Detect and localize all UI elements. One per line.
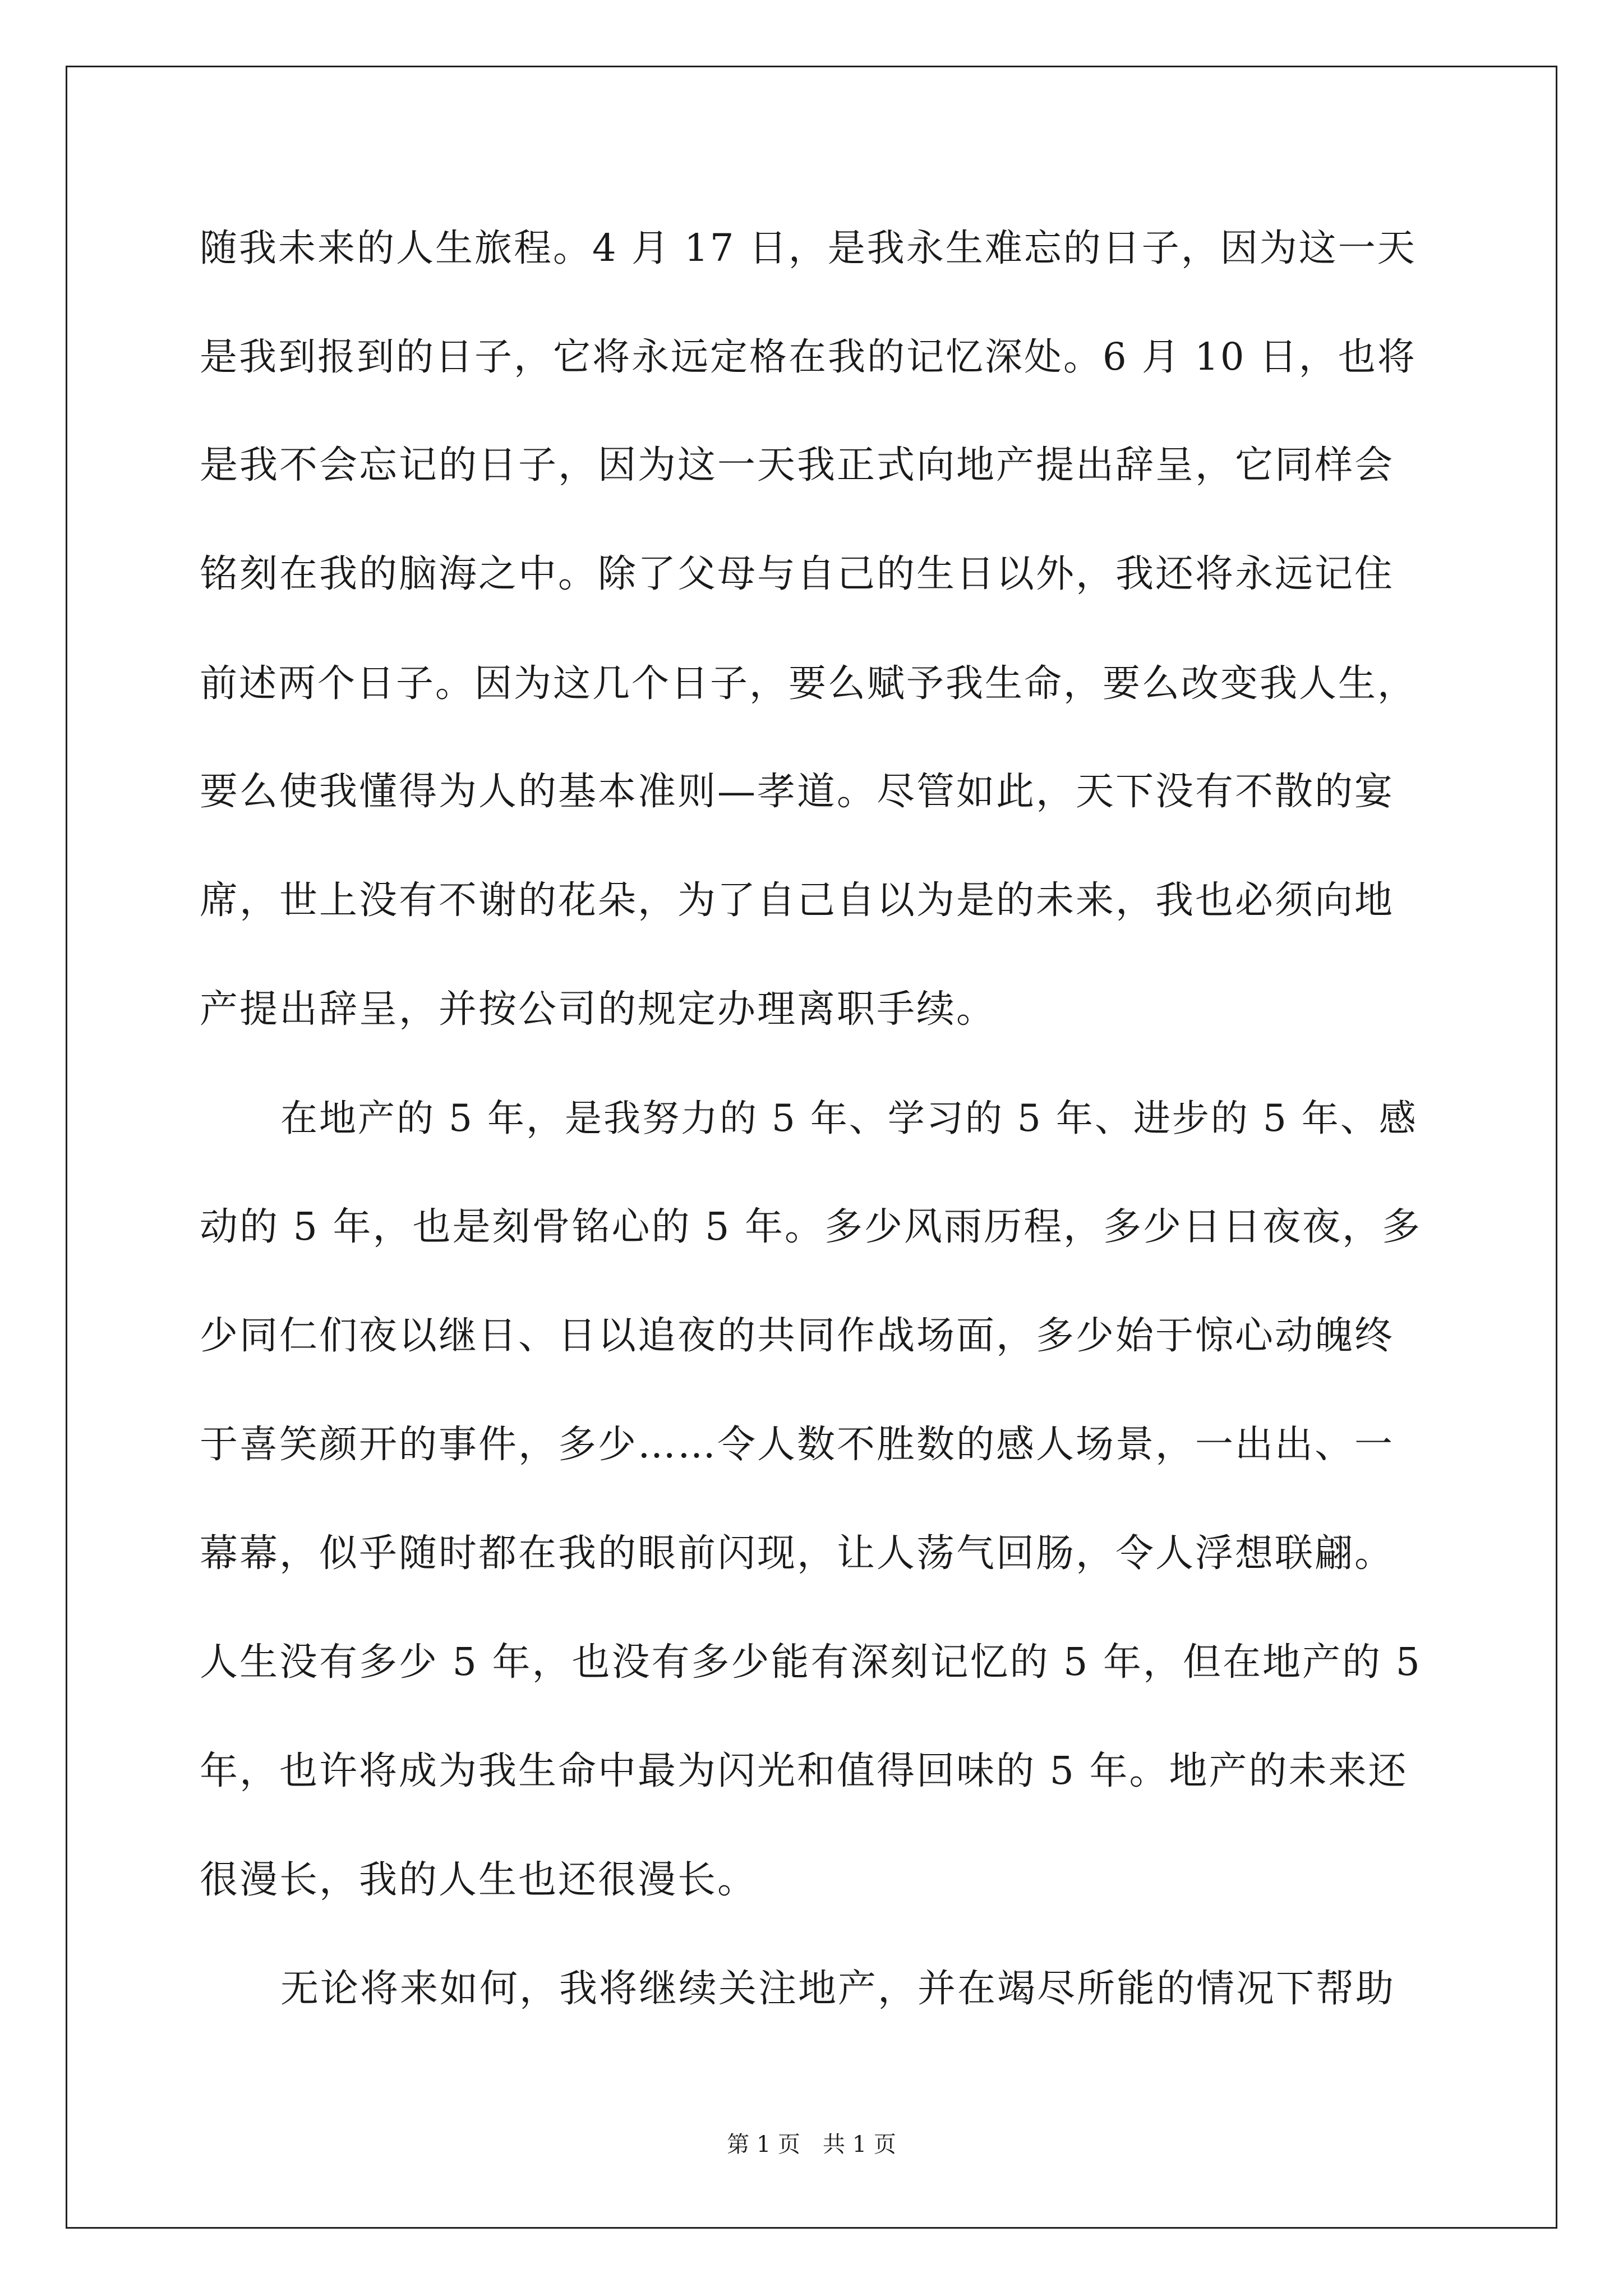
text-line: 是我到报到的日子，它将永远定格在我的记忆深处。6 月 10 日，也将 [200,335,1417,379]
text-line: 人生没有多少 5 年，也没有多少能有深刻记忆的 5 年，但在地产的 5 [200,1640,1422,1685]
page-number-footer: 第 1 页 共 1 页 [727,2132,896,2157]
paragraph-start-line: 在地产的 5 年，是我努力的 5 年、学习的 5 年、进步的 5 年、感 [280,1097,1418,1140]
text-line: 很漫长，我的人生也还很漫长。 [200,1858,758,1902]
document-body [200,194,1433,2044]
text-line: 铭刻在我的脑海之中。除了父母与自己的生日以外，我还将永远记住 [200,552,1395,596]
text-line: 随我未来的人生旅程。4 月 17 日，是我永生难忘的日子，因为这一天 [200,226,1417,270]
paragraph-start-line: 无论将来如何，我将继续关注地产，并在竭尽所能的情况下帮助 [280,1967,1396,2011]
text-line: 产提出辞呈，并按公司的规定办理离职手续。 [200,987,997,1032]
text-line: 年，也许将成为我生命中最为闪光和值得回味的 5 年。地产的未来还 [200,1749,1408,1793]
text-line: 于喜笑颜开的事件，多少……令人数不胜数的感人场景，一出出、一 [200,1423,1395,1467]
text-line: 席，世上没有不谢的花朵，为了自己自以为是的未来，我也必须向地 [200,878,1395,923]
text-line: 前述两个日子。因为这几个日子，要么赋予我生命，要么改变我人生， [200,661,1417,705]
text-line: 少同仁们夜以继日、日以追夜的共同作战场面，多少始于惊心动魄终 [200,1314,1395,1358]
text-line: 要么使我懂得为人的基本准则—孝道。尽管如此，天下没有不散的宴 [200,770,1395,814]
text-line: 动的 5 年，也是刻骨铭心的 5 年。多少风雨历程，多少日日夜夜，多 [200,1205,1422,1249]
text-line: 是我不会忘记的日子，因为这一天我正式向地产提出辞呈，它同样会 [200,443,1395,487]
text-line: 幕幕，似乎随时都在我的眼前闪现，让人荡气回肠，令人浮想联翩。 [200,1531,1395,1576]
